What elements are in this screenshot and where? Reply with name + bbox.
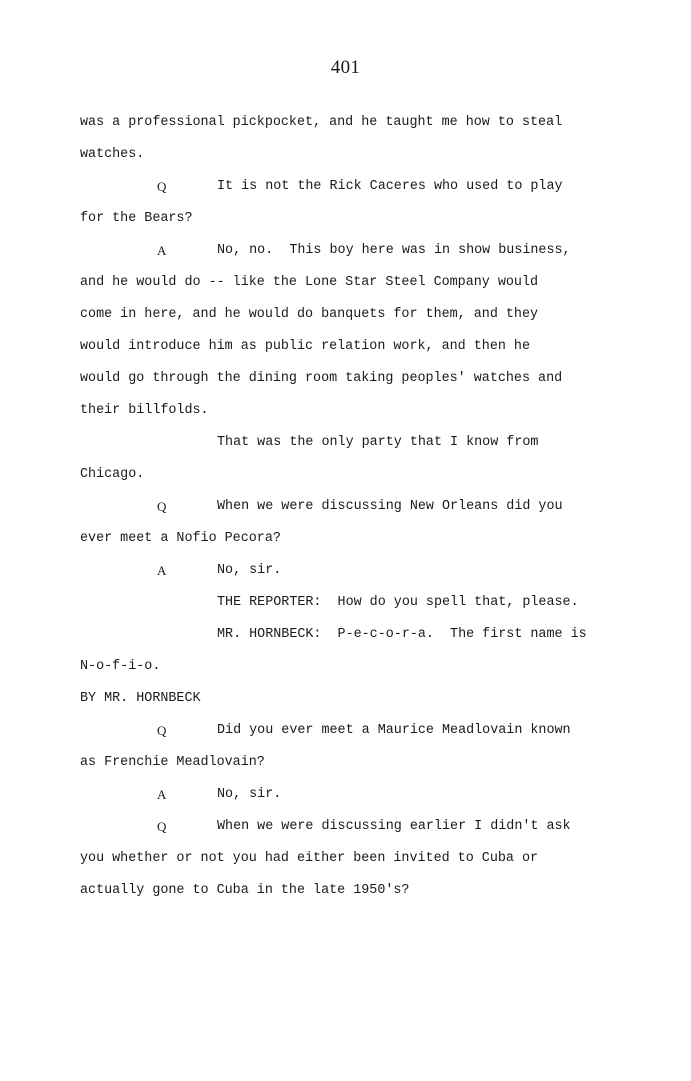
text-line: No, sir. — [217, 787, 282, 802]
text-line: was a professional pickpocket, and he taught me how to steal — [80, 115, 563, 130]
text-line: ever meet a Nofio Pecora? — [80, 531, 281, 546]
text-line: That was the only party that I know from — [217, 435, 539, 450]
text-line: for the Bears? — [80, 211, 193, 226]
text-line: watches. — [80, 147, 145, 162]
question-marker: Q — [157, 819, 167, 834]
text-line: THE REPORTER: How do you spell that, please. — [217, 595, 579, 610]
question-marker: Q — [157, 723, 167, 738]
text-line: It is not the Rick Caceres who used to play — [217, 179, 563, 194]
text-line: come in here, and he would do banquets for them, and they — [80, 307, 539, 322]
answer-marker: A — [157, 563, 167, 578]
text-line: MR. HORNBECK: P-e-c-o-r-a. The first name is — [217, 627, 587, 642]
text-line: No, sir. — [217, 563, 282, 578]
question-marker: Q — [157, 179, 167, 194]
text-line: BY MR. HORNBECK — [80, 691, 201, 706]
text-line: would go through the dining room taking peoples' watches and — [80, 371, 563, 386]
page-number: 401 — [330, 57, 361, 78]
text-line: as Frenchie Meadlovain? — [80, 755, 265, 770]
text-line: and he would do -- like the Lone Star Steel Company would — [80, 275, 539, 290]
text-line: When we were discussing New Orleans did you — [217, 499, 563, 514]
text-line: Chicago. — [80, 467, 145, 482]
text-line: their billfolds. — [80, 403, 209, 418]
text-line: actually gone to Cuba in the late 1950's? — [80, 883, 410, 898]
answer-marker: A — [157, 787, 167, 802]
text-line: you whether or not you had either been invited to Cuba or — [80, 851, 539, 866]
text-line: When we were discussing earlier I didn't ask — [217, 819, 571, 834]
text-line: No, no. This boy here was in show business, — [217, 243, 571, 258]
text-line: Did you ever meet a Maurice Meadlovain known — [217, 723, 571, 738]
answer-marker: A — [157, 243, 167, 258]
text-line: N-o-f-i-o. — [80, 659, 161, 674]
text-line: would introduce him as public relation work, and then he — [80, 339, 530, 354]
question-marker: Q — [157, 499, 167, 514]
